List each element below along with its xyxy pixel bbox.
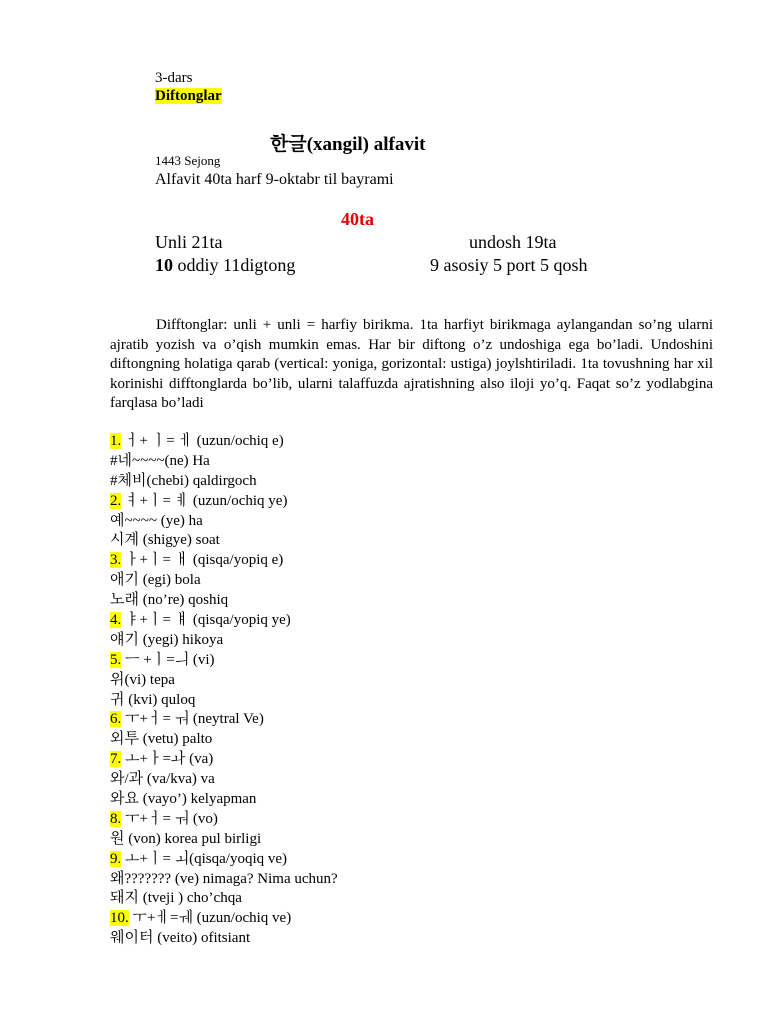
- rule-number: 9.: [110, 850, 122, 867]
- row-text: ㅜ+ㅓ= ㅝ (neytral Ve): [121, 711, 264, 728]
- example-word: [110, 830, 710, 850]
- diphthong-rule: [110, 710, 710, 730]
- rule-number: 2.: [110, 492, 122, 509]
- row-text: ㅜ+ㅓ= ㅝ (vo): [121, 810, 218, 827]
- diphthong-rule: [110, 750, 710, 770]
- row-text: #체비(chebi) qaldirgoch: [110, 472, 257, 489]
- example-word: [110, 790, 710, 810]
- diphthong-rule: [110, 432, 710, 452]
- example-word: [110, 571, 710, 591]
- diphthong-rule: [110, 611, 710, 631]
- year-line: 1443 Sejong: [155, 153, 221, 168]
- row-text: ㅗ+ㅏ=ㅘ (va): [121, 751, 214, 768]
- example-word: [110, 929, 710, 949]
- topic-heading: Diftonglar: [155, 88, 222, 104]
- vowel-split: 10 oddiy 11digtong: [155, 255, 296, 275]
- example-word: [110, 472, 710, 492]
- row-text: ㅗ+ㅣ= ㅚ(qisqa/yoqiq ve): [121, 850, 288, 867]
- row-text: 웨이터 (veito) ofitsiant: [110, 930, 251, 947]
- row-text: 얘기 (yegi) hikoya: [110, 631, 224, 648]
- diphthong-rule: [110, 850, 710, 870]
- total-letters: 40ta: [341, 209, 374, 229]
- diphthong-rule: [110, 551, 710, 571]
- summary-line: Alfavit 40ta harf 9-oktabr til bayrami: [155, 171, 394, 188]
- rule-number: 10.: [110, 910, 129, 927]
- row-text: ㅜ+ㅔ=ㅞ (uzun/ochiq ve): [128, 910, 292, 927]
- example-word: [110, 531, 710, 551]
- row-text: 왜??????? (ve) nimaga? Nima uchun?: [110, 870, 338, 887]
- example-word: [110, 512, 710, 532]
- diphthong-rule: [110, 909, 710, 929]
- rule-number: 8.: [110, 810, 122, 827]
- example-word: [110, 631, 710, 651]
- example-word: [110, 591, 710, 611]
- example-word: [110, 889, 710, 909]
- example-word: [110, 452, 710, 472]
- diphthong-rule: [110, 492, 710, 512]
- row-text: 시계 (shigye) soat: [110, 532, 220, 549]
- row-text: ㅕ+ㅣ= ㅖ (uzun/ochiq ye): [121, 492, 288, 509]
- row-text: 외투 (vetu) palto: [110, 731, 213, 748]
- rule-number: 1.: [110, 433, 122, 449]
- example-word: [110, 730, 710, 750]
- lesson-number: 3-dars: [155, 70, 193, 86]
- row-text: ㅡ +ㅣ=ㅢ (vi): [121, 651, 215, 668]
- rule-number: 7.: [110, 751, 122, 768]
- rule-number: 5.: [110, 651, 122, 668]
- row-text: 위(vi) tepa: [110, 671, 175, 688]
- row-text: 돼지 (tveji ) cho’chqa: [110, 890, 242, 907]
- consonant-count: undosh 19ta: [469, 232, 557, 252]
- rule-number: 4.: [110, 612, 122, 629]
- alphabet-title: 한글(xangil) alfavit: [270, 134, 426, 155]
- consonant-split: 9 asosiy 5 port 5 qosh: [430, 255, 588, 275]
- example-word: [110, 770, 710, 790]
- rule-number: 3.: [110, 552, 122, 569]
- row-text: #네~~~~(ne) Ha: [110, 452, 210, 469]
- row-text: 와요 (vayo’) kelyapman: [110, 791, 257, 808]
- example-word: [110, 691, 710, 711]
- vowel-count: Unli 21ta: [155, 232, 223, 252]
- diphthong-definition: Difftonglar: unli + unli = harfiy birikma. 1ta harfiyt birikmaga aylangandan so’ng ularni ajratib yozish va o’qish mumkin emas. Har bir diftong o’z undoshiga ega bo’ladi. Undoshini diftongning holatiga qarab (vertical: yoniga, gorizontal: ustiga) joylshtiriladi. 1ta tovushning har xil korinishi difftonglarda bo’lib, ularni talaffuzda ajratishning also iloji yo’q. Faqat so’z yodlabgina farqlasa bo’ladi: [110, 317, 713, 412]
- row-text: ㅓ+ ㅣ= ㅔ (uzun/ochiq e): [121, 433, 284, 449]
- example-word: [110, 671, 710, 691]
- diphthong-rule: [110, 651, 710, 671]
- row-text: ㅏ+ㅣ= ㅐ (qisqa/yopiq e): [121, 552, 284, 569]
- rule-number: 6.: [110, 711, 122, 728]
- row-text: ㅑ+ㅣ= ㅒ (qisqa/yopiq ye): [121, 612, 291, 629]
- diphthong-list: [110, 432, 710, 949]
- example-word: [110, 870, 710, 890]
- row-text: 노래 (no’re) qoshiq: [110, 592, 229, 609]
- row-text: 애기 (egi) bola: [110, 572, 201, 589]
- row-text: 와/과 (va/kva) va: [110, 771, 215, 788]
- diphthong-rule: [110, 810, 710, 830]
- row-text: 원 (von) korea pul birligi: [110, 830, 262, 847]
- row-text: 예~~~~ (ye) ha: [110, 512, 203, 529]
- row-text: 귀 (kvi) quloq: [110, 691, 196, 708]
